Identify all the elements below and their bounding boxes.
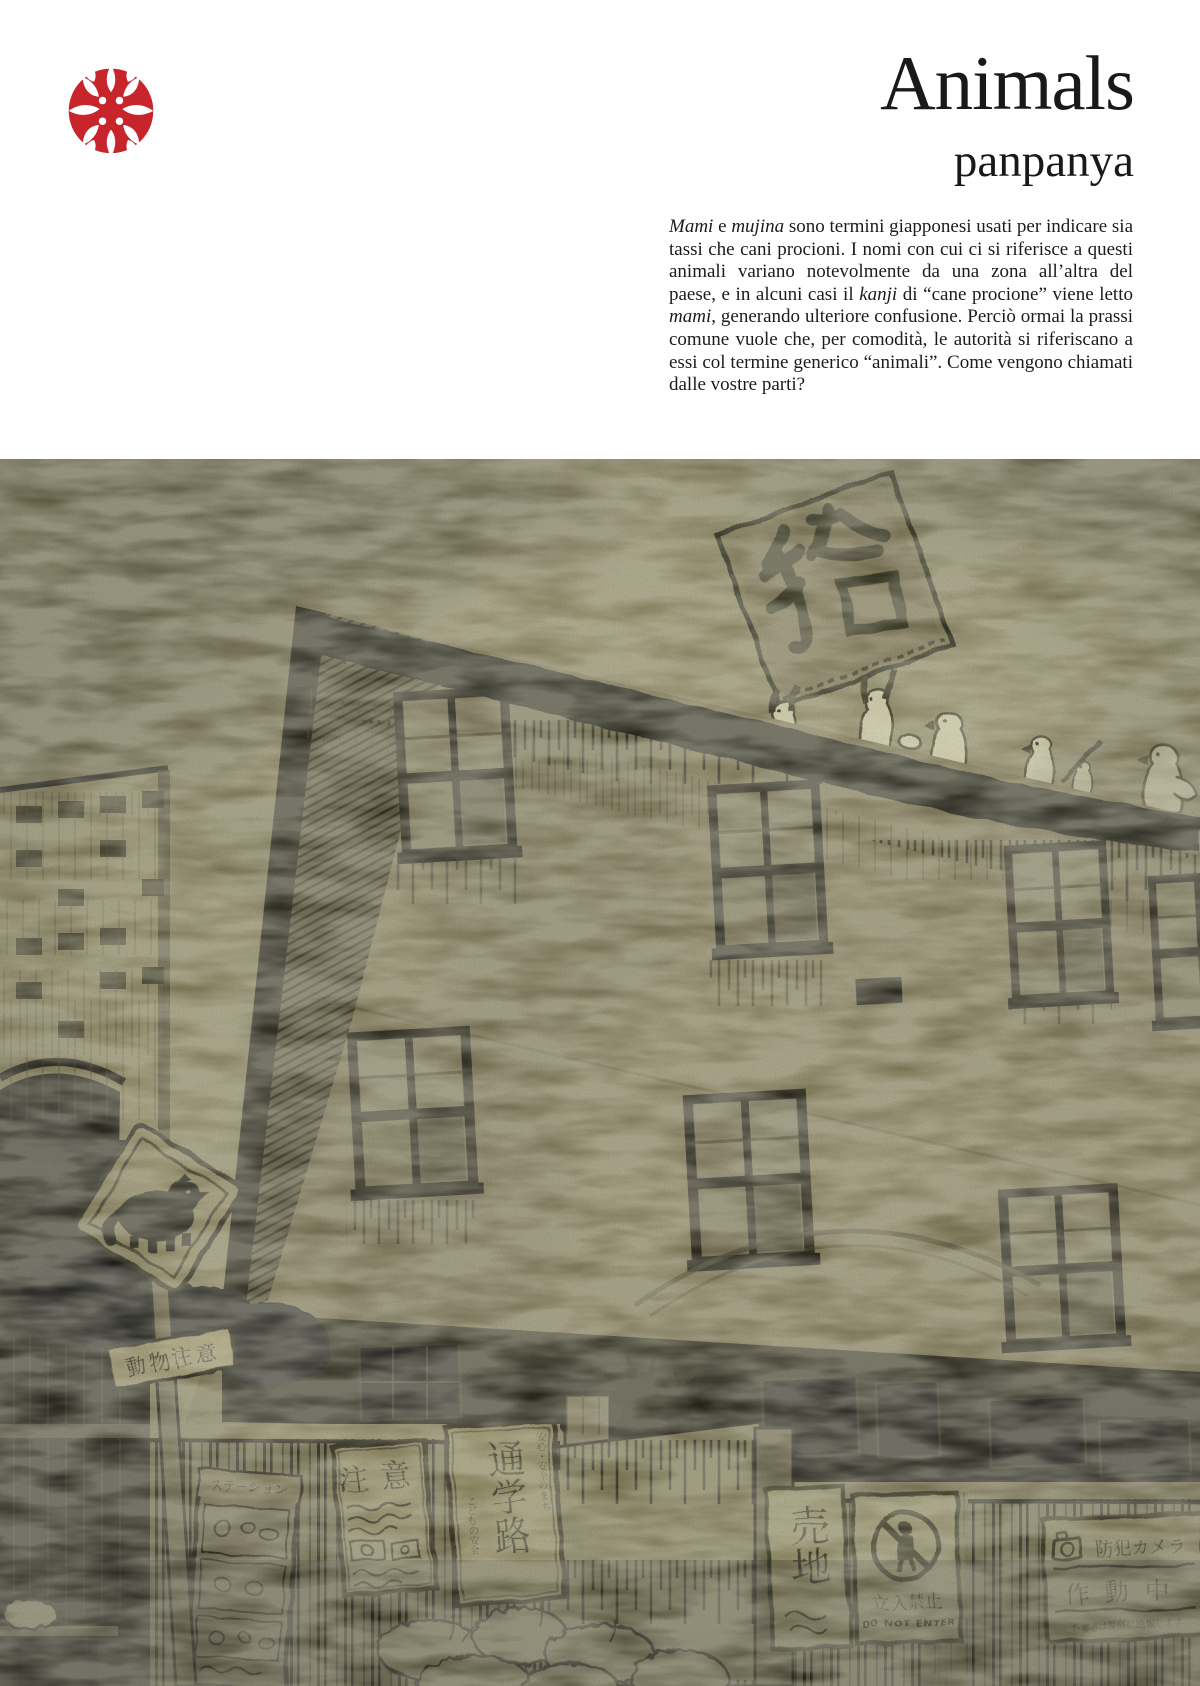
grain-texture (0, 459, 1200, 1686)
page-title: Animals (880, 40, 1134, 126)
cover-illustration (0, 459, 1200, 1686)
intro-paragraph: Mami e mujina sono termini giapponesi usati per indicare sia tassi che cani procioni. I nomi con cui ci si riferisce a questi animali variano notevolmente da una zona all’altra del paese, e in alcuni casi il kanji di “cane procione” viene letto mami, generando ulteriore confusione. Perciò ormai la prassi comune vuole che, per comodità, le autorità si riferiscano a essi col termine generico “animali”. Come vengono chiamati dalle vostre parti? (669, 216, 1133, 396)
publisher-logo (64, 62, 158, 156)
page-author: panpanya (953, 135, 1134, 187)
